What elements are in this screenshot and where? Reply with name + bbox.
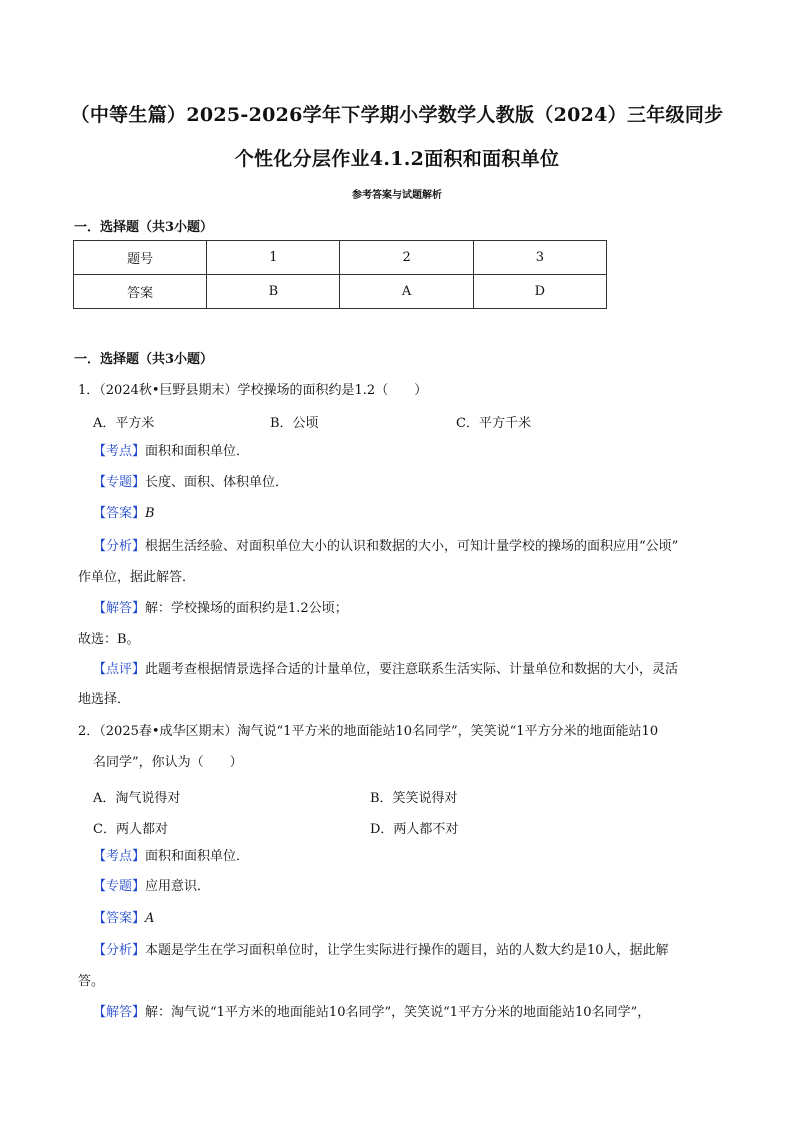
doc-title-line1: （中等生篇）2025-2026学年下学期小学数学人教版（2024）三年级同步 — [70, 104, 724, 126]
option-d: D．两人都不对 — [370, 822, 459, 837]
kaodian-line — [93, 444, 249, 460]
fenxi-text-cont: 作单位，据此解答． — [78, 570, 196, 585]
option-c: C．两人都对 — [93, 822, 168, 837]
question-stem-cont: 名同学”，你认为（ ） — [93, 755, 243, 770]
option-a: A．平方米 — [93, 416, 155, 431]
table-row — [74, 241, 607, 275]
question-number-cell: 3 — [473, 241, 606, 275]
section-heading: 一．选择题（共3小题） — [74, 220, 214, 235]
daan-line — [93, 911, 154, 927]
zhuanti-line — [93, 475, 288, 491]
answer-cell: A — [340, 275, 473, 309]
jieda-text: 解：淘气说“1平方米的地面能站10名同学”，笑笑说“1平方分米的地面能站10名同学”， — [145, 1005, 651, 1020]
fenxi-line — [93, 943, 669, 959]
option-b: B．公顷 — [270, 416, 319, 431]
kaodian-line — [93, 849, 249, 865]
fenxi-line — [93, 539, 678, 555]
dianping-text: 此题考查根据情景选择合适的计量单位，要注意联系生活实际、计量单位和数据的大小，灵活 — [145, 662, 679, 677]
daan-label: 【答案】 — [93, 911, 146, 926]
kaodian-text: 面积和面积单位． — [145, 849, 250, 864]
fenxi-text: 根据生活经验、对面积单位大小的认识和数据的大小，可知计量学校的操场的面积应用“公顷” — [145, 539, 679, 554]
option-a: A．淘气说得对 — [93, 791, 181, 806]
daan-label: 【答案】 — [93, 506, 146, 521]
doc-title-line2: 个性化分层作业4.1.2面积和面积单位 — [234, 148, 560, 170]
jieda-text: 解：学校操场的面积约是1.2公顷； — [145, 601, 348, 616]
jieda-line — [93, 1005, 650, 1021]
jieda-line — [93, 601, 348, 617]
daan-line — [93, 506, 155, 522]
guxuan-text: 故选：B。 — [78, 632, 140, 647]
zhuanti-label: 【专题】 — [93, 879, 146, 894]
jieda-label: 【解答】 — [93, 601, 146, 616]
fenxi-text: 本题是学生在学习面积单位时，让学生实际进行操作的题目，站的人数大约是10人，据此解 — [145, 943, 669, 958]
doc-subtitle: 参考答案与试题解析 — [352, 190, 442, 201]
jieda-label: 【解答】 — [93, 1005, 146, 1020]
dianping-line — [93, 662, 678, 678]
question-stem: 2．（2025春•成华区期末）淘气说“1平方米的地面能站10名同学”，笑笑说“1平方分米的地面能站10 — [78, 724, 659, 739]
zhuanti-label: 【专题】 — [93, 475, 146, 490]
section-heading: 一．选择题（共3小题） — [74, 352, 214, 367]
dianping-label: 【点评】 — [93, 662, 146, 677]
question-stem: 1．（2024秋•巨野县期末）学校操场的面积约是1.2（ ） — [78, 383, 428, 398]
answer-table — [73, 240, 607, 309]
kaodian-label: 【考点】 — [93, 444, 146, 459]
answer-cell: B — [207, 275, 340, 309]
answer-cell: D — [473, 275, 606, 309]
question-number-cell: 2 — [340, 241, 473, 275]
table-header-cell: 题号 — [74, 241, 207, 275]
kaodian-text: 面积和面积单位． — [145, 444, 250, 459]
question-number-cell: 1 — [207, 241, 340, 275]
option-b: B．笑笑说得对 — [370, 791, 458, 806]
table-row — [74, 275, 607, 309]
daan-text: A — [145, 911, 155, 926]
fenxi-label: 【分析】 — [93, 539, 146, 554]
zhuanti-text: 长度、面积、体积单位． — [145, 475, 289, 490]
zhuanti-text: 应用意识． — [145, 879, 211, 894]
fenxi-label: 【分析】 — [93, 943, 146, 958]
zhuanti-line — [93, 879, 210, 895]
daan-text: B — [145, 506, 155, 521]
fenxi-text-cont: 答。 — [78, 974, 105, 989]
kaodian-label: 【考点】 — [93, 849, 146, 864]
option-c: C．平方千米 — [456, 416, 531, 431]
table-header-cell: 答案 — [74, 275, 207, 309]
dianping-text-cont: 地选择． — [78, 692, 131, 707]
